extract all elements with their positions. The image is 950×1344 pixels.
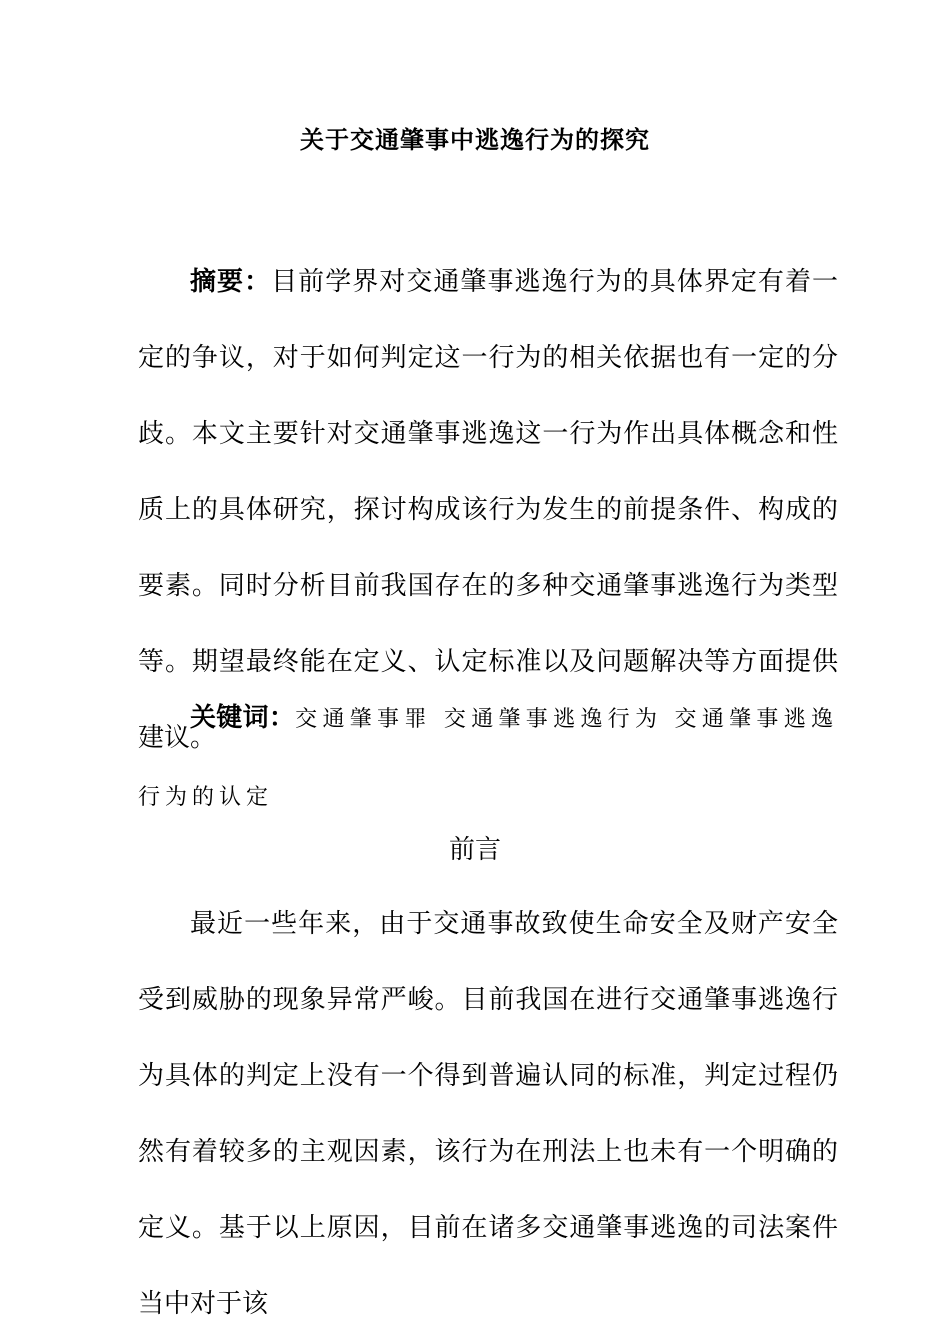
section-heading-preface: 前言 (448, 835, 501, 865)
keywords-paragraph (138, 680, 838, 836)
abstract-text: 目前学界对交通肇事逃逸行为的具体界定有着一定的争议，对于如何判定这一行为的相关依据也有一定的分歧。本文主要针对交通肇事逃逸这一行为作出具体概念和性质上的具体研究，探讨构成该行为发生的前提条件、构成的要素。同时分析目前我国存在的多种交通肇事逃逸行为类型等。期望最终能在定义、认定标准以及问题解决等方面提供建议。 (138, 267, 838, 753)
keywords-text: 交通肇事罪 交通肇事逃逸行为 交通肇事逃逸行为的认定 (138, 707, 838, 810)
document-title: 关于交通肇事中逃逸行为的探究 (300, 126, 650, 154)
abstract-label: 摘要： (190, 267, 272, 297)
intro-paragraph: 最近一些年来，由于交通事故致使生命安全及财产安全受到威胁的现象异常严峻。目前我国在进行交通肇事逃逸行为具体的判定上没有一个得到普遍认同的标准，判定过程仍然有着较多的主观因素，该行为在刑法上也未有一个明确的定义。基于以上原因，目前在诸多交通肇事逃逸的司法案件当中对于该 (138, 909, 838, 1319)
keywords-label: 关键词： (190, 703, 296, 733)
